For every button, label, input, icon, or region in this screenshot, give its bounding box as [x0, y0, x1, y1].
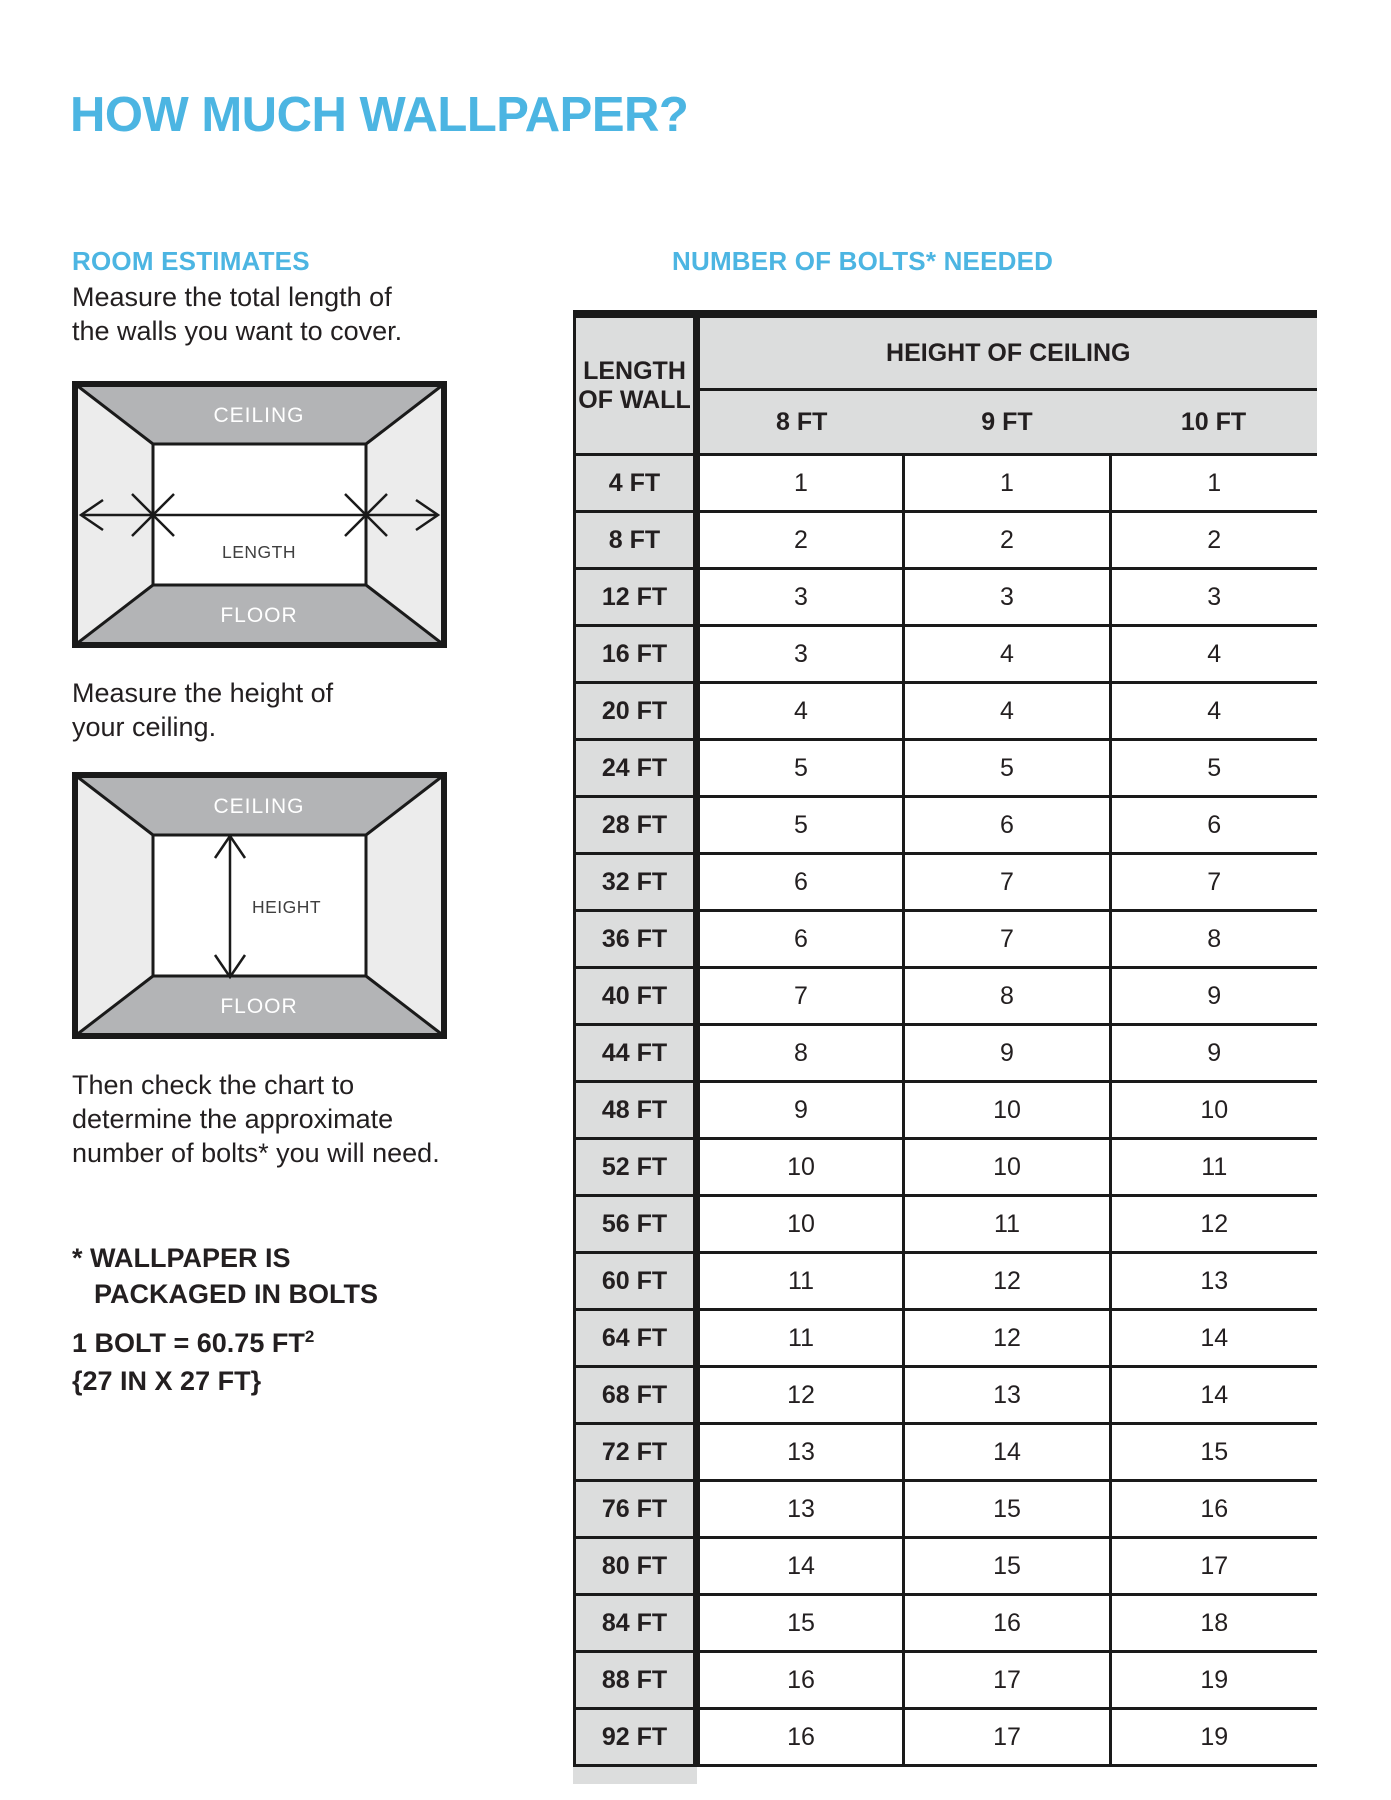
bolt-count-cell: 10: [1111, 1082, 1317, 1139]
instruction-line: number of bolts* you will need.: [72, 1138, 440, 1168]
bolt-count-cell: 15: [1111, 1424, 1317, 1481]
bolt-count-cell: 3: [1111, 569, 1317, 626]
row-label: 52 FT: [575, 1139, 697, 1196]
bolt-count-cell: 12: [904, 1253, 1111, 1310]
footnote-line: * WALLPAPER IS: [72, 1243, 291, 1273]
bolt-count-cell: 6: [1111, 797, 1317, 854]
bolt-count-cell: 4: [904, 683, 1111, 740]
room-length-diagram: [72, 381, 447, 648]
bolt-count-cell: 12: [697, 1367, 904, 1424]
bolt-count-cell: 5: [697, 740, 904, 797]
table-row: [575, 1025, 1317, 1082]
bolt-count-cell: 14: [697, 1538, 904, 1595]
bolt-count-cell: 9: [1111, 1025, 1317, 1082]
bolt-count-cell: 4: [697, 683, 904, 740]
bolt-count-cell: 11: [697, 1310, 904, 1367]
row-label: 76 FT: [575, 1481, 697, 1538]
bolt-count-cell: 3: [697, 626, 904, 683]
col-header-9ft: 9 FT: [904, 390, 1111, 455]
height-label: HEIGHT: [252, 897, 322, 917]
bolt-count-cell: 14: [1111, 1310, 1317, 1367]
row-label: 4 FT: [575, 455, 697, 512]
table-row: [575, 1652, 1317, 1709]
bolt-count-cell: 17: [904, 1709, 1111, 1766]
row-label: 68 FT: [575, 1367, 697, 1424]
bolt-count-cell: 15: [697, 1595, 904, 1652]
squared-superscript: 2: [304, 1327, 315, 1346]
row-label: 8 FT: [575, 512, 697, 569]
bolts-table: [573, 310, 1317, 1767]
bolt-equation: 1 BOLT = 60.75 $FT^2$: [72, 1327, 315, 1358]
wallpaper-bolts-footnote: [72, 1240, 378, 1312]
room-height-diagram: [72, 772, 447, 1039]
bolts-table-area: [573, 310, 1317, 1784]
instruction-measure-length: [72, 280, 402, 348]
bolt-count-cell: 10: [904, 1082, 1111, 1139]
bolt-count-cell: 5: [1111, 740, 1317, 797]
table-row: [575, 797, 1317, 854]
row-label: 48 FT: [575, 1082, 697, 1139]
row-label: 64 FT: [575, 1310, 697, 1367]
bolt-count-cell: 3: [697, 569, 904, 626]
bolt-count-cell: 1: [697, 455, 904, 512]
bolt-count-cell: 5: [904, 740, 1111, 797]
table-footer-strip: [573, 1767, 697, 1784]
bolt-count-cell: 5: [697, 797, 904, 854]
table-row: [575, 854, 1317, 911]
bolt-count-cell: 15: [904, 1481, 1111, 1538]
table-row: [575, 1139, 1317, 1196]
row-label: 20 FT: [575, 683, 697, 740]
bolt-count-cell: 7: [1111, 854, 1317, 911]
bolt-count-cell: 12: [904, 1310, 1111, 1367]
bolt-dimensions: {27 IN X 27 FT}: [72, 1366, 262, 1396]
bolt-count-cell: 14: [1111, 1367, 1317, 1424]
table-row: [575, 626, 1317, 683]
bolts-table-body: [575, 455, 1317, 1766]
row-label: 92 FT: [575, 1709, 697, 1766]
instruction-line: the walls you want to cover.: [72, 316, 403, 346]
row-label: 72 FT: [575, 1424, 697, 1481]
row-label: 28 FT: [575, 797, 697, 854]
ceiling-label: CEILING: [213, 404, 305, 427]
bolt-count-cell: 13: [1111, 1253, 1317, 1310]
table-row: [575, 1082, 1317, 1139]
bolt-count-cell: 7: [904, 854, 1111, 911]
bolt-count-cell: 2: [904, 512, 1111, 569]
instruction-line: Measure the height of: [72, 678, 334, 708]
bolt-count-cell: 16: [697, 1709, 904, 1766]
table-row: [575, 1253, 1317, 1310]
table-row: [575, 683, 1317, 740]
bolt-count-cell: 13: [697, 1481, 904, 1538]
bolt-count-cell: 8: [904, 968, 1111, 1025]
bolt-count-cell: 19: [1111, 1652, 1317, 1709]
bolt-count-cell: 4: [1111, 626, 1317, 683]
ceiling-label: CEILING: [213, 795, 305, 818]
bolt-count-cell: 17: [904, 1652, 1111, 1709]
bolt-count-cell: 11: [904, 1196, 1111, 1253]
table-row: [575, 1196, 1317, 1253]
bolt-count-cell: 10: [904, 1139, 1111, 1196]
col-header-10ft: 10 FT: [1111, 390, 1317, 455]
room-estimates-heading: ROOM ESTIMATES: [72, 245, 310, 276]
floor-label: FLOOR: [220, 604, 298, 627]
instruction-line: Measure the total length of: [72, 282, 392, 312]
row-label: 80 FT: [575, 1538, 697, 1595]
page-title: HOW MUCH WALLPAPER?: [70, 87, 689, 142]
instruction-line: determine the approximate: [72, 1104, 394, 1134]
bolt-count-cell: 15: [904, 1538, 1111, 1595]
row-label: 40 FT: [575, 968, 697, 1025]
height-of-ceiling-header: HEIGHT OF CEILING: [697, 314, 1317, 390]
table-row: [575, 1424, 1317, 1481]
row-label: 16 FT: [575, 626, 697, 683]
bolt-count-cell: 13: [904, 1367, 1111, 1424]
bolt-count-cell: 1: [1111, 455, 1317, 512]
row-label: 36 FT: [575, 911, 697, 968]
asterisk: *: [72, 1243, 83, 1273]
row-label: 56 FT: [575, 1196, 697, 1253]
table-row: [575, 911, 1317, 968]
bolt-count-cell: 12: [1111, 1196, 1317, 1253]
instruction-measure-height: [72, 676, 333, 744]
row-label: 60 FT: [575, 1253, 697, 1310]
bolt-count-cell: 9: [697, 1082, 904, 1139]
bolt-count-cell: 16: [697, 1652, 904, 1709]
bolt-count-cell: 8: [1111, 911, 1317, 968]
bolt-count-cell: 3: [904, 569, 1111, 626]
instruction-line: your ceiling.: [72, 712, 217, 742]
bolt-count-cell: 17: [1111, 1538, 1317, 1595]
col-header-8ft: 8 FT: [697, 390, 904, 455]
bolts-needed-heading: NUMBER OF BOLTS* NEEDED: [672, 245, 1054, 276]
bolt-count-cell: 6: [904, 797, 1111, 854]
row-label: 84 FT: [575, 1595, 697, 1652]
bolt-count-cell: 6: [697, 911, 904, 968]
table-row: [575, 740, 1317, 797]
bolt-count-cell: 9: [1111, 968, 1317, 1025]
length-of-wall-header: LENGTH OF WALL: [575, 314, 697, 455]
table-row: [575, 1538, 1317, 1595]
table-row: [575, 1367, 1317, 1424]
bolt-count-cell: 2: [1111, 512, 1317, 569]
bolt-count-cell: 11: [1111, 1139, 1317, 1196]
bolt-count-cell: 1: [904, 455, 1111, 512]
footnote-line: PACKAGED IN BOLTS: [94, 1279, 379, 1309]
bolt-count-cell: 11: [697, 1253, 904, 1310]
table-row: [575, 968, 1317, 1025]
instruction-line: Then check the chart to: [72, 1070, 355, 1100]
bolt-count-cell: 10: [697, 1196, 904, 1253]
bolt-count-cell: 7: [697, 968, 904, 1025]
row-label: 24 FT: [575, 740, 697, 797]
bolt-count-cell: 10: [697, 1139, 904, 1196]
bolt-count-cell: 8: [697, 1025, 904, 1082]
table-row: [575, 1595, 1317, 1652]
bolt-count-cell: 16: [904, 1595, 1111, 1652]
bolt-count-cell: 16: [1111, 1481, 1317, 1538]
row-label: 88 FT: [575, 1652, 697, 1709]
table-row: [575, 1709, 1317, 1766]
bolt-count-cell: 6: [697, 854, 904, 911]
bolt-count-cell: 4: [904, 626, 1111, 683]
bolt-count-cell: 4: [1111, 683, 1317, 740]
table-row: [575, 1310, 1317, 1367]
table-row: [575, 512, 1317, 569]
table-row: [575, 455, 1317, 512]
bolt-count-cell: 13: [697, 1424, 904, 1481]
row-label: 12 FT: [575, 569, 697, 626]
bolt-count-cell: 19: [1111, 1709, 1317, 1766]
bolt-definition: [72, 1324, 314, 1400]
bolt-count-cell: 2: [697, 512, 904, 569]
row-label: 32 FT: [575, 854, 697, 911]
bolt-count-cell: 9: [904, 1025, 1111, 1082]
table-row: [575, 569, 1317, 626]
bolt-count-cell: 18: [1111, 1595, 1317, 1652]
bolt-count-cell: 7: [904, 911, 1111, 968]
instruction-check-chart: [72, 1068, 440, 1170]
row-label: 44 FT: [575, 1025, 697, 1082]
bolt-count-cell: 14: [904, 1424, 1111, 1481]
table-row: [575, 1481, 1317, 1538]
length-label: LENGTH: [222, 542, 296, 562]
floor-label: FLOOR: [220, 995, 298, 1018]
